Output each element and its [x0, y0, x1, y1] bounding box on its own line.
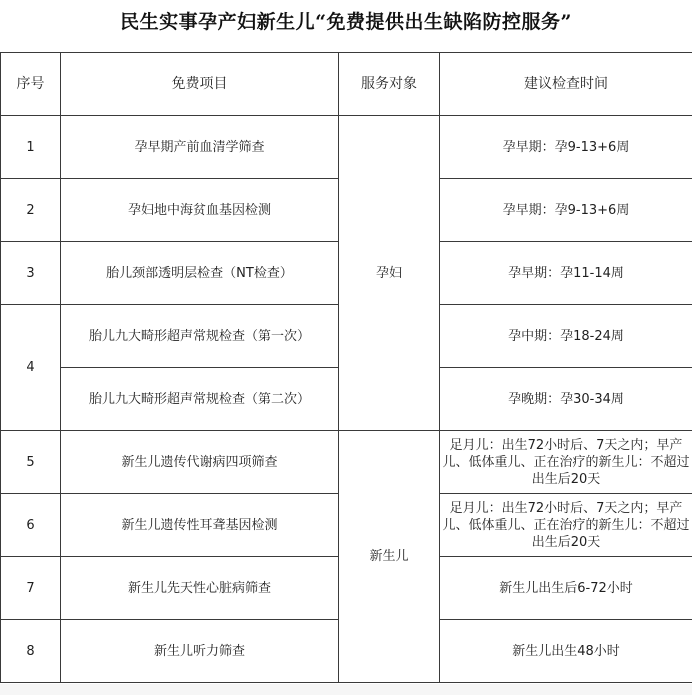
row-time: 足月儿：出生72小时后、7天之内；早产儿、低体重儿、正在治疗的新生儿：不超过出生后20天: [440, 494, 692, 557]
row-item: 新生儿先天性心脏病筛查: [61, 557, 339, 620]
row-time: 孕晚期：孕30-34周: [440, 368, 692, 431]
row-time: 孕中期：孕18-24周: [440, 305, 692, 368]
row-time: 孕早期：孕11-14周: [440, 242, 692, 305]
row-item: 胎儿九大畸形超声常规检查（第二次）: [61, 368, 339, 431]
row-time: 孕早期：孕9-13+6周: [440, 179, 692, 242]
row-item: 新生儿遗传性耳聋基因检测: [61, 494, 339, 557]
header-time: 建议检查时间: [440, 53, 692, 116]
page-title: 民生实事孕产妇新生儿“免费提供出生缺陷防控服务”: [120, 11, 572, 33]
row-item: 新生儿听力筛查: [61, 620, 339, 683]
row-index: 2: [1, 179, 61, 242]
header-item: 免费项目: [61, 53, 339, 116]
row-item: 新生儿遗传代谢病四项筛查: [61, 431, 339, 494]
row-item: 孕早期产前血清学筛查: [61, 116, 339, 179]
table-header-row: [1, 53, 692, 116]
row-index: 6: [1, 494, 61, 557]
row-index: 7: [1, 557, 61, 620]
row-item: 孕妇地中海贫血基因检测: [61, 179, 339, 242]
row-item: 胎儿颈部透明层检查（NT检查）: [61, 242, 339, 305]
header-index: 序号: [1, 53, 61, 116]
bottom-strip: [0, 684, 692, 695]
row-index: 8: [1, 620, 61, 683]
row-index: 4: [1, 305, 61, 431]
row-index: 1: [1, 116, 61, 179]
row-time: 新生儿出生48小时: [440, 620, 692, 683]
table-row: [1, 431, 692, 494]
services-table: [0, 52, 692, 683]
target-newborn: 新生儿: [339, 431, 440, 683]
row-item: 胎儿九大畸形超声常规检查（第一次）: [61, 305, 339, 368]
table-row: [1, 116, 692, 179]
header-target: 服务对象: [339, 53, 440, 116]
row-index: 5: [1, 431, 61, 494]
row-time: 新生儿出生后6-72小时: [440, 557, 692, 620]
target-pregnant: 孕妇: [339, 116, 440, 431]
row-time: 孕早期：孕9-13+6周: [440, 116, 692, 179]
row-index: 3: [1, 242, 61, 305]
row-time: 足月儿：出生72小时后、7天之内；早产儿、低体重儿、正在治疗的新生儿：不超过出生后20天: [440, 431, 692, 494]
